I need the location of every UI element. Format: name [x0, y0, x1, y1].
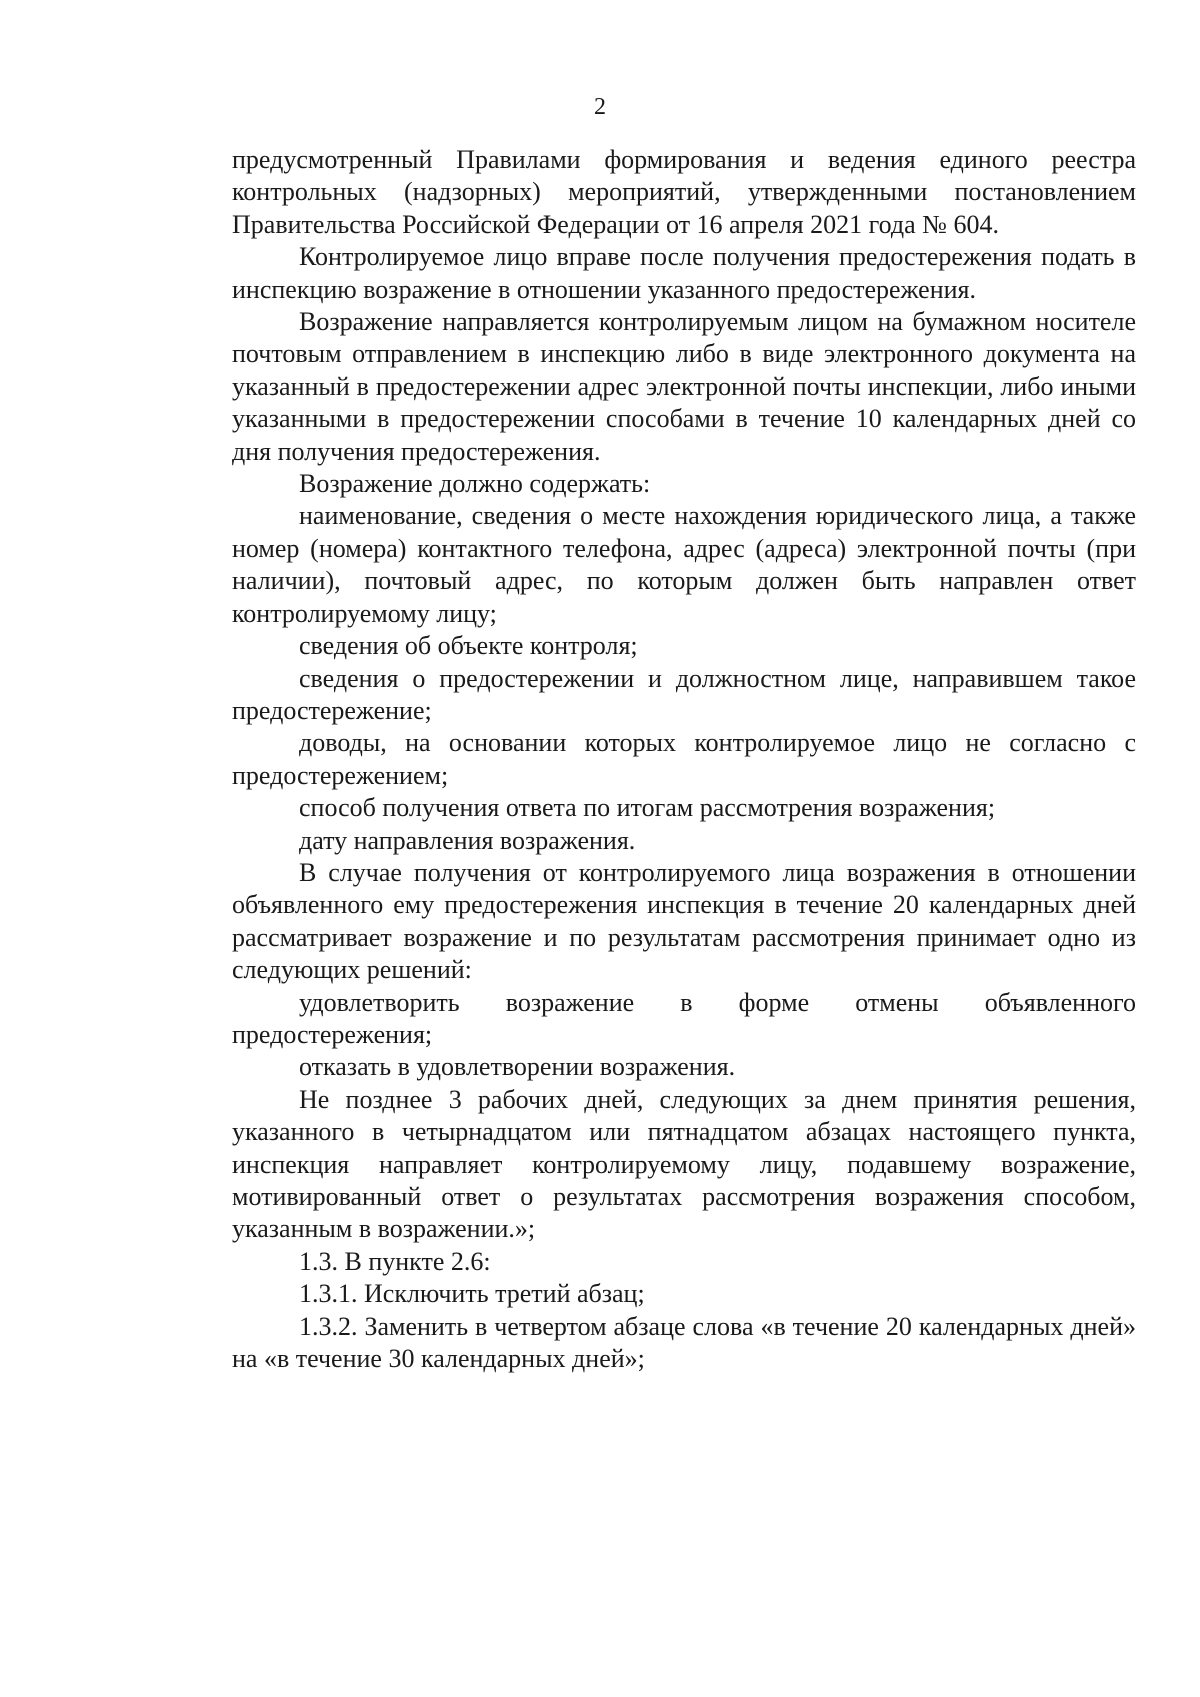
paragraph-17: 1.3.2. Заменить в четвертом абзаце слова «в течение 20 календарных дней» на «в течение 30 календарных дней»;	[232, 1311, 1136, 1374]
paragraph-1: предусмотренный Правилами формирования и ведения единого реестра контрольных (надзорных) мероприятий, утвержденными постановлением Правительства Российской Федерации от 16 апреля 2021 года № 604.	[232, 145, 1136, 239]
paragraph-7: сведения о предостережении и должностном лице, направившем такое предостережение;	[232, 663, 1136, 725]
paragraph-2: Контролируемое лицо вправе после получения предостережения подать в инспекцию возражение в отношении указанного предостережения.	[232, 242, 1136, 304]
paragraph-16: 1.3.1. Исключить третий абзац;	[299, 1279, 645, 1309]
paragraph-8: доводы, на основании которых контролируемое лицо не согласно с предостережением;	[232, 728, 1136, 790]
paragraph-11: В случае получения от контролируемого лица возражения в отношении объявленного ему предостережения инспекция в течение 20 календарных дней рассматривает возражение и по результатам рассмотрения принимает одно из следующих решений:	[232, 857, 1136, 985]
page-number: 2	[594, 94, 606, 120]
document-body	[232, 144, 1136, 1375]
paragraph-9: способ получения ответа по итогам рассмотрения возражения;	[299, 793, 996, 823]
paragraph-15: 1.3. В пункте 2.6:	[299, 1246, 491, 1276]
paragraph-13: отказать в удовлетворении возражения.	[299, 1052, 736, 1082]
paragraph-3: Возражение направляется контролируемым лицом на бумажном носителе почтовым отправлением в инспекцию либо в виде электронного документа на указанный в предостережении адрес электронной почты инспекции, либо иными указанными в предостережении способами в течение 10 календарных дней со дня получения предостережения.	[232, 307, 1136, 466]
paragraph-6: сведения об объекте контроля;	[299, 631, 638, 661]
paragraph-14: Не позднее 3 рабочих дней, следующих за днем принятия решения, указанного в четырнадцатом или пятнадцатом абзацах настоящего пункта, инспекция направляет контролируемому лицу, подавшему возражение, мотивированный ответ о результатах рассмотрения возражения способом, указанным в возражении.»;	[232, 1084, 1136, 1244]
paragraph-10: дату направления возражения.	[299, 825, 636, 855]
paragraph-5: наименование, сведения о месте нахождения юридического лица, а также номер (номера) контактного телефона, адрес (адреса) электронной почты (при наличии), почтовый адрес, по которым должен быть направлен ответ контролируемому лицу;	[232, 501, 1136, 628]
paragraph-12: удовлетворить возражение в форме отмены объявленного предостережения;	[232, 987, 1136, 1049]
paragraph-4: Возражение должно содержать:	[299, 469, 651, 499]
